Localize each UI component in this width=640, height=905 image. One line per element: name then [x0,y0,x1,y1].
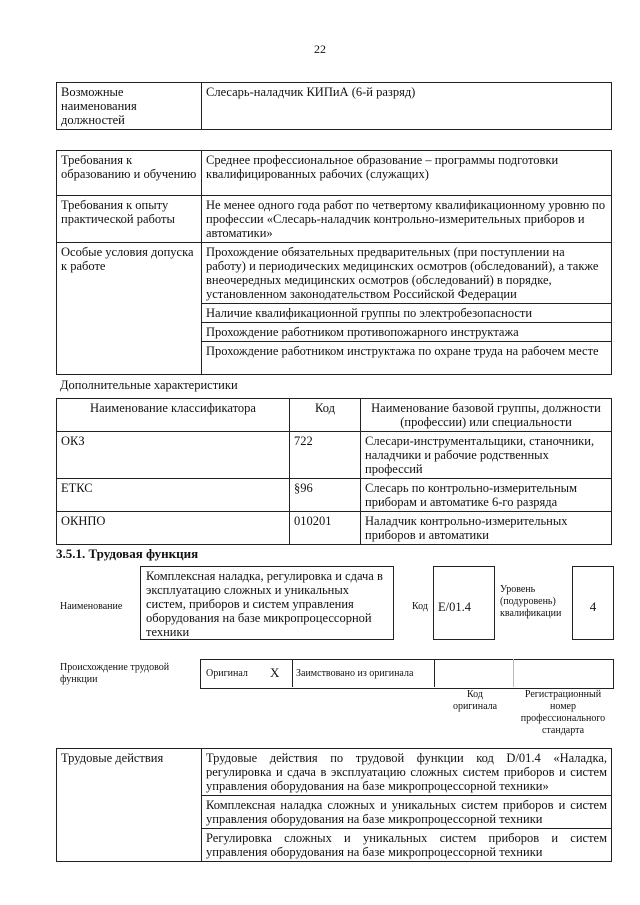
function-level-box [572,566,614,640]
function-level-value: 4 [589,599,597,614]
function-code-box [433,566,495,640]
positions-label: Возможные наименования должностей [57,83,202,130]
special-item: Прохождение обязательных предварительных (при поступлении на работу) и периодических медицинских осмотров (обследований), а также внеочередных медицинских осмотров (обследований) в порядке, установленном законодательством Российской Федерации [202,243,612,304]
row-name: Слесарь по контрольно-измерительным приборам и автоматике 6-го разряда [361,479,612,512]
row-classifier: ОКНПО [57,512,290,545]
experience-value: Не менее одного года работ по четвертому квалификационному уровню по профессии «Слесарь-наладчик контрольно-измерительных приборов и автоматики» [202,196,612,243]
origin-borrowed-label: Заимствовано из оригинала [296,668,414,679]
row-code: 722 [290,432,361,479]
positions-value: Слесарь-наладчик КИПиА (6-й разряд) [202,83,612,130]
row-code: §96 [290,479,361,512]
row-code: 010201 [290,512,361,545]
origin-reg-caption: Регистрационный номер профессионального стандарта [520,689,606,736]
special-label: Особые условия допуска к работе [57,243,202,375]
function-code-value: E/01.4 [438,600,471,614]
page-number: 22 [314,42,326,56]
additional-table [56,398,612,545]
special-item: Наличие квалификационной группы по электробезопасности [202,304,612,323]
actions-label: Трудовые действия [57,749,202,862]
function-level-label: Уровень (подуровень) квалификации [500,584,562,619]
special-item: Прохождение работником противопожарного инструктажа [202,323,612,342]
header-name: Наименование базовой группы, должности (профессии) или специальности [361,399,612,432]
row-name: Наладчик контрольно-измерительных приборов и автоматики [361,512,612,545]
function-name-box [140,566,394,640]
additional-title: Дополнительные характеристики [60,378,238,392]
header-code: Код [290,399,361,432]
origin-original-mark: X [270,665,280,680]
row-classifier: ОКЗ [57,432,290,479]
origin-code-caption: Код оригинала [452,689,498,712]
function-code-label: Код [412,601,428,612]
special-item: Прохождение работником инструктажа по охране труда на рабочем месте [202,342,612,375]
action-item: Трудовые действия по трудовой функции код D/01.4 «Наладка, регулировка и сдача в эксплуатацию сложных систем приборов и систем управления оборудования на базе микропроцессорной техники» [202,749,612,796]
origin-original-label: Оригинал [206,668,248,679]
function-name-label: Наименование [60,601,123,612]
education-value: Среднее профессиональное образование – программы подготовки квалифицированных рабочих (служащих) [202,151,612,196]
education-label: Требования к образованию и обучению [57,151,202,196]
actions-table [56,748,612,862]
row-classifier: ЕТКС [57,479,290,512]
action-item: Регулировка сложных и уникальных систем приборов и систем управления оборудования на базе микропроцессорной техники [202,829,612,862]
origin-label: Происхождение трудовой функции [60,662,170,685]
action-item: Комплексная наладка сложных и уникальных систем приборов и систем управления оборудования на базе микропроцессорной техники [202,796,612,829]
function-name-value: Комплексная наладка, регулировка и сдача в эксплуатацию сложных и уникальных систем, приборов и систем управления оборудования на базе микропроцессорной техники [146,569,383,639]
experience-label: Требования к опыту практической работы [57,196,202,243]
header-classifier: Наименование классификатора [57,399,290,432]
positions-table [56,82,612,130]
origin-divider-2 [434,659,435,687]
origin-divider-1 [292,659,293,687]
origin-divider-3 [513,659,514,687]
function-heading: 3.5.1. Трудовая функция [56,546,199,561]
row-name: Слесари-инструментальщики, станочники, наладчики и рабочие родственных профессий [361,432,612,479]
requirements-table [56,150,612,375]
